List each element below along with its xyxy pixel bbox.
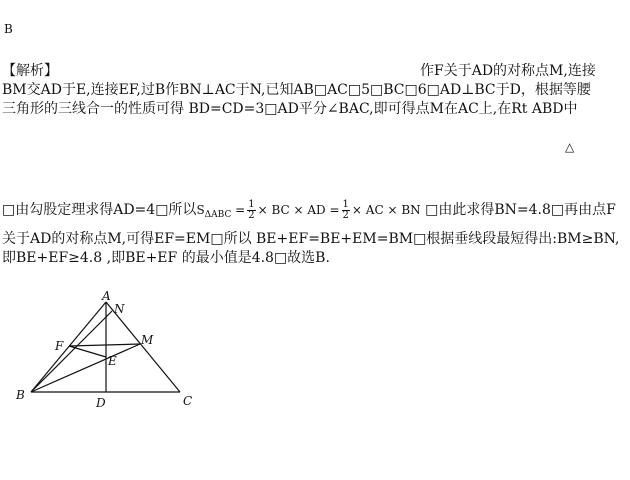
- label-b: B: [16, 388, 25, 402]
- fraction-denominator-2: 2: [342, 210, 349, 221]
- label-n: N: [114, 302, 125, 316]
- segment-ab: [31, 302, 106, 392]
- label-f: F: [55, 339, 64, 353]
- ac-bn-product: × AC × BN: [351, 203, 421, 217]
- answer-letter: B: [4, 22, 13, 36]
- equals-sign: =: [235, 203, 246, 217]
- triangle-symbol: △: [565, 140, 575, 154]
- analysis-line-2: BM交AD于E,连接EF,过B作BN⊥AC于N,已知AB□AC□5□BC□6□AD⊥BC于D，根据等腰: [2, 82, 591, 98]
- label-e: E: [108, 354, 117, 368]
- analysis-line-5: 关于AD的对称点M,可得EF=EM□所以 BE+EF=BE+EM=BM□根据垂线段最短得出:BM≥BN,: [2, 231, 620, 247]
- analysis-line-1: 作F关于AD的对称点M,连接: [420, 63, 596, 79]
- label-a: A: [102, 289, 111, 303]
- segment-fe: [69, 346, 106, 357]
- fraction-numerator: 1: [248, 199, 255, 210]
- analysis-tag: 【解析】: [2, 63, 58, 79]
- label-c: C: [183, 394, 193, 408]
- segment-fm: [69, 344, 140, 346]
- analysis-line-3: 三角形的三线合一的性质可得 BD=CD=3□AD平分∠BAC,即可得点M在AC上,在Rt ABD中: [2, 101, 578, 117]
- analysis-line-4-start: □由勾股定理求得AD=4□所以: [2, 202, 197, 218]
- analysis-line-4-end: □由此求得BN=4.8□再由点F: [425, 202, 616, 218]
- analysis-line-6: 即BE+EF≥4.8 ,即BE+EF 的最小值是4.8□故选B.: [2, 250, 330, 266]
- segment-bn: [31, 311, 112, 392]
- fraction-denominator: 2: [248, 210, 255, 221]
- label-d: D: [96, 396, 106, 410]
- area-symbol: S: [196, 203, 205, 217]
- fraction-numerator-2: 1: [342, 199, 349, 210]
- area-subscript: ΔABC: [204, 210, 232, 220]
- bc-ad-product: × BC × AD =: [257, 203, 340, 217]
- label-m: M: [141, 333, 154, 347]
